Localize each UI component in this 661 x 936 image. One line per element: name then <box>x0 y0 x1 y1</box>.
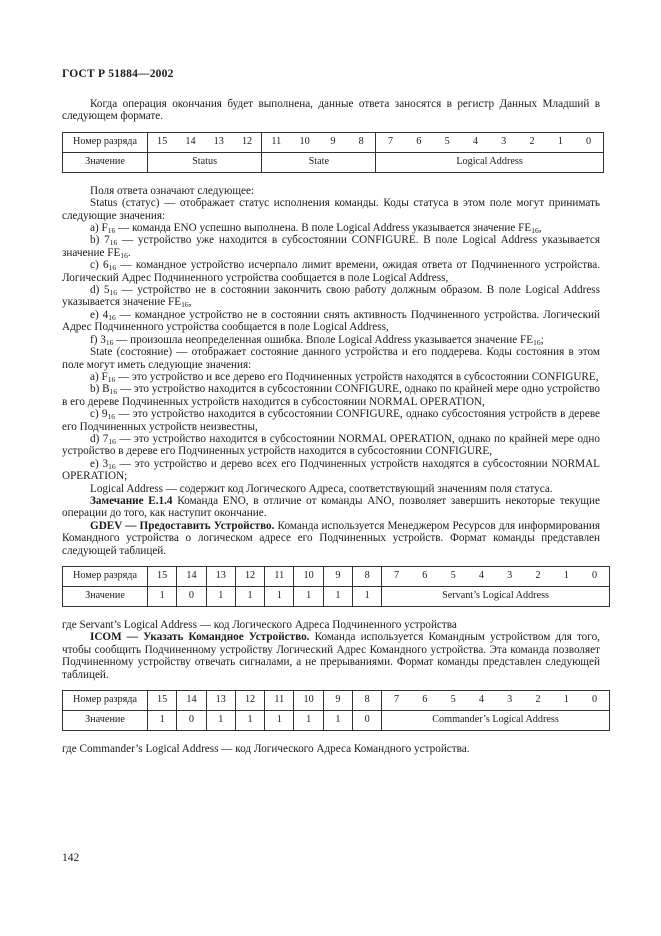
note-paragraph <box>62 495 600 520</box>
bit-cell: 14 <box>177 691 206 711</box>
subscript: 16 <box>181 300 189 310</box>
item-text: c) 6 <box>90 259 109 272</box>
bit-cell: 10 <box>290 132 318 152</box>
bit-value: 1 <box>294 587 323 607</box>
icom-paragraph <box>62 631 600 681</box>
code-list-item <box>62 284 600 309</box>
code-list-item <box>62 408 600 433</box>
subscript: 16 <box>107 412 116 422</box>
bit-cell: 9 <box>323 691 352 711</box>
subscript: 16 <box>107 374 116 384</box>
item-text: — произошла неопределенная ошибка. Вполе Logical Address указывается значение FE <box>113 333 534 346</box>
item-text: — командное устройство не в состоянии снять активность Подчиненного устройства. Логический Адрес Подчиненного устройства сообщается в поле Logical Address, <box>62 308 600 334</box>
value-row <box>63 711 610 731</box>
item-text: f) 3 <box>90 333 106 346</box>
bit-cell: 8 <box>353 567 382 587</box>
subscript: 16 <box>531 226 539 236</box>
item-text: a) F <box>90 222 108 235</box>
servant-logical-address-field: Servant’s Logical Address <box>382 587 609 607</box>
document-header: ГОСТ Р 51884—2002 <box>62 68 174 80</box>
bit-cell: 13 <box>206 567 235 587</box>
gdev-format-table <box>62 566 610 607</box>
document-body <box>62 98 600 755</box>
bit-value: 0 <box>177 587 206 607</box>
bit-cell: 14 <box>176 132 204 152</box>
value-label: Значение <box>63 711 148 731</box>
bit-cell: 9 <box>323 567 352 587</box>
response-format-table <box>62 132 604 173</box>
subscript: 16 <box>109 238 118 248</box>
item-text: — команда ENO успешно выполнена. В поле Logical Address указывается значение FE <box>115 222 532 235</box>
bit-cell: 0 <box>574 132 603 152</box>
bit-cell: 11 <box>265 567 294 587</box>
bit-cell: 13 <box>206 691 235 711</box>
item-text: b) 7 <box>90 234 110 247</box>
logical-address-field: Logical Address <box>376 152 603 172</box>
bit-cell: 15 <box>148 567 177 587</box>
bit-value: 1 <box>206 711 235 731</box>
bit-cell: 3 <box>496 691 524 711</box>
subscript: 16 <box>107 226 116 236</box>
icom-format-table <box>62 690 610 731</box>
code-list-item <box>62 383 600 408</box>
subscript: 16 <box>109 288 117 298</box>
bit-cell: 4 <box>467 567 495 587</box>
item-text: — устройство уже находится в субсостоянии CONFIGURE. В поле Logical Address указывается значение FE <box>62 234 600 259</box>
bit-cell: 8 <box>353 691 382 711</box>
bit-value: 1 <box>235 711 264 731</box>
bit-value: 0 <box>177 711 206 731</box>
bit-cell: 11 <box>262 132 291 152</box>
status-field: Status <box>148 152 262 172</box>
item-text: . <box>127 246 131 259</box>
logical-address-description: Logical Address — содержит код Логического Адреса, соответствующий значениям поля статуса. <box>90 482 553 495</box>
subscript: 16 <box>105 337 114 347</box>
bit-cell: 3 <box>496 567 524 587</box>
item-text: — это устройство находится в субсостоянии NORMAL OPERATION, однако по крайней мере одно устройство в дереве его Подчиненных устройств находится в субсостоянии CONFIGURE, <box>62 432 600 458</box>
bit-number-row <box>63 132 604 152</box>
item-text: — это устройство и все дерево его Подчиненных устройств находятся в субсостоянии CONFIGURE, <box>115 370 599 383</box>
item-text: — устройство не в состоянии закончить свою работу должным образом. В поле Logical Address указывается значение FE <box>62 284 600 309</box>
subscript: 16 <box>108 436 116 446</box>
bit-number-label: Номер разряда <box>63 132 148 152</box>
item-text: c) 9 <box>90 408 108 421</box>
item-text: e) 3 <box>90 457 109 470</box>
item-text: — это устройство находится в субсостоянии CONFIGURE, однако по крайней мере одно устройство в его дереве Подчиненных устройств находится в субсостоянии NORMAL OPERATION, <box>62 383 601 408</box>
bit-cell: 8 <box>347 132 376 152</box>
bit-cell: 5 <box>433 132 461 152</box>
bit-value: 1 <box>353 587 382 607</box>
bit-cell: 15 <box>148 691 177 711</box>
bit-value: 1 <box>323 587 352 607</box>
bit-value: 0 <box>353 711 382 731</box>
bit-cell: 15 <box>148 132 177 152</box>
state-description: State (состояние) — отображает состояние данного устройства и его поддерева. Коды состояния в этом поле могут иметь следующие значения: <box>62 346 600 371</box>
code-list-item <box>62 334 600 346</box>
bit-cell: 3 <box>490 132 518 152</box>
gdev-label: GDEV — Предоставить Устройство. <box>90 519 275 532</box>
bit-cell: 12 <box>235 567 264 587</box>
bit-cell: 5 <box>439 567 467 587</box>
bit-cell: 5 <box>439 691 467 711</box>
subscript: 16 <box>108 263 117 273</box>
bit-cell: 7 <box>376 132 405 152</box>
bit-cell: 9 <box>319 132 347 152</box>
commander-logical-address-field: Commander’s Logical Address <box>382 711 609 731</box>
bit-cell: 2 <box>518 132 546 152</box>
bit-cell: 10 <box>294 691 323 711</box>
item-text: — командное устройство исчерпало лимит времени, ожидая ответа от Подчиненного устройства. Логический Адрес Подчиненного устройства сообщается в поле Logical Address, <box>62 259 600 284</box>
bit-value: 1 <box>323 711 352 731</box>
bit-number-row <box>63 691 610 711</box>
bit-number-label: Номер разряда <box>63 567 148 587</box>
gdev-paragraph <box>62 520 600 557</box>
value-label: Значение <box>63 587 148 607</box>
bit-cell: 12 <box>235 691 264 711</box>
code-list-item <box>62 371 600 383</box>
bit-cell: 1 <box>552 691 580 711</box>
bit-value: 1 <box>265 711 294 731</box>
item-text: , <box>188 296 192 309</box>
item-text: — это устройство находится в субсостоянии CONFIGURE, однако субсостояния устройств в дереве его Подчиненных устройств неизвестны, <box>62 408 600 433</box>
note-text: Команда ENO, в отличие от команды ANO, позволяет завершить некоторые текущие операции до того, как наступит окончание. <box>62 494 600 520</box>
state-codes-list <box>62 371 600 483</box>
bit-number-label: Номер разряда <box>63 691 148 711</box>
intro-paragraph: Когда операция окончания будет выполнена, данные ответа заносятся в регистр Данных Младший в следующем формате. <box>62 98 600 123</box>
bit-cell: 7 <box>382 691 411 711</box>
code-list-item <box>62 259 600 284</box>
item-text: e) 4 <box>90 308 109 321</box>
bit-value: 1 <box>265 587 294 607</box>
bit-cell: 2 <box>524 567 552 587</box>
value-row <box>63 152 604 172</box>
code-list-item <box>62 222 600 234</box>
state-field: State <box>262 152 376 172</box>
code-list-item <box>62 309 600 334</box>
icom-where: где Commander’s Logical Address — код Логического Адреса Командного устройства. <box>62 743 470 756</box>
item-text: a) F <box>90 370 108 383</box>
note-label: Замечание Е.1.4 <box>90 494 173 507</box>
subscript: 16 <box>533 337 541 347</box>
subscript: 16 <box>109 387 118 397</box>
fields-intro: Поля ответа означают следующее: <box>90 184 255 197</box>
bit-value: 1 <box>294 711 323 731</box>
subscript: 16 <box>120 250 128 260</box>
bit-cell: 12 <box>233 132 262 152</box>
bit-number-row <box>63 567 610 587</box>
bit-cell: 0 <box>580 567 609 587</box>
icom-label: ICOM — Указать Командное Устройство. <box>90 631 310 644</box>
bit-cell: 11 <box>265 691 294 711</box>
bit-cell: 0 <box>580 691 609 711</box>
bit-value: 1 <box>235 587 264 607</box>
code-list-item <box>62 234 600 259</box>
bit-cell: 6 <box>411 567 439 587</box>
bit-cell: 6 <box>405 132 433 152</box>
bit-cell: 1 <box>546 132 574 152</box>
subscript: 16 <box>108 461 116 471</box>
gdev-where: где Servant’s Logical Address — код Логического Адреса Подчиненного устройства <box>62 619 457 631</box>
bit-value: 1 <box>148 587 177 607</box>
value-label: Значение <box>63 152 148 172</box>
code-list-item <box>62 433 600 458</box>
item-text: ; <box>540 333 544 346</box>
bit-cell: 14 <box>177 567 206 587</box>
bit-cell: 7 <box>382 567 411 587</box>
item-text: b) B <box>90 383 110 396</box>
bit-cell: 13 <box>205 132 233 152</box>
gdev-text: Команда используется Менеджером Ресурсов для информирования Командного устройства о логическом адресе его Подчиненных устройств. Формат команды представлен следующей таблицей. <box>62 519 600 557</box>
page-number: 142 <box>62 852 80 864</box>
value-row <box>63 587 610 607</box>
subscript: 16 <box>108 312 116 322</box>
bit-cell: 1 <box>552 567 580 587</box>
item-text: d) 5 <box>90 284 110 297</box>
item-text: d) 7 <box>90 432 109 445</box>
icom-text: Команда используется Командным устройством для того, чтобы сообщить Подчиненному устройству Логический Адрес Командного устройства. Эта команда позволяет Подчиненному устройству отвечать сигналами, а не прерываниями. Формат команды представлен следующей таблицей. <box>62 631 600 681</box>
status-description: Status (статус) — отображает статус исполнения команды. Коды статуса в этом поле могут принимать следующие значения: <box>62 197 600 222</box>
bit-cell: 4 <box>461 132 489 152</box>
bit-cell: 10 <box>294 567 323 587</box>
status-codes-list <box>62 222 600 346</box>
bit-value: 1 <box>148 711 177 731</box>
bit-value: 1 <box>206 587 235 607</box>
bit-cell: 4 <box>467 691 495 711</box>
bit-cell: 6 <box>411 691 439 711</box>
bit-cell: 2 <box>524 691 552 711</box>
code-list-item <box>62 458 600 483</box>
item-text: — это устройство и дерево всех его Подчиненных устройств находятся в субсостоянии NORMAL OPERATION; <box>62 457 600 483</box>
item-text: , <box>538 222 542 235</box>
